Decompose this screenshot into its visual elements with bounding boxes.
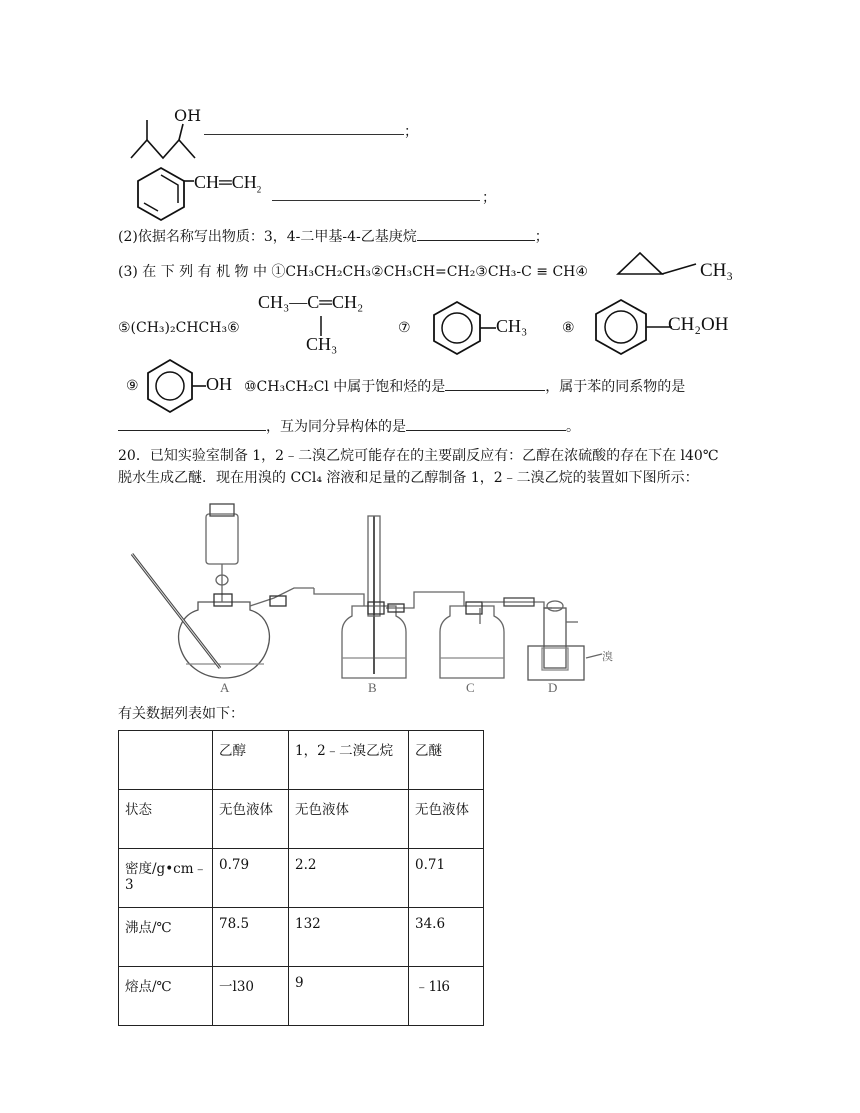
apparatus-label-b: B [368, 680, 377, 694]
apparatus-label-c: C [466, 680, 475, 694]
data-table [118, 730, 484, 1026]
table-cell: 132 [289, 908, 409, 967]
benzyl-alcohol-ring [586, 296, 672, 358]
question-3-line3: ⑩CH₃CH₂Cl 中属于饱和烃的是 ，属于苯的同系物的是 [244, 376, 685, 397]
structure-skeletal-alcohol [125, 104, 215, 164]
answer-blank-benzene-homolog[interactable] [118, 416, 266, 431]
table-header-row [119, 731, 484, 790]
table-cell: 无色液体 [289, 790, 409, 849]
table-intro: 有关数据列表如下： [118, 706, 244, 722]
isobutene-bottom: CH₃ [306, 334, 338, 354]
table-row [119, 790, 484, 849]
table-row [119, 849, 484, 908]
table-cell: 0.79 [213, 849, 289, 908]
table-cell [119, 731, 213, 790]
table-cell: 0.71 [409, 849, 484, 908]
table-cell: 乙醚 [409, 731, 484, 790]
table-cell: 无色液体 [409, 790, 484, 849]
apparatus-label-a: A [220, 680, 230, 694]
table-cell: 密度/g•cm﹣3 [119, 849, 213, 908]
table-cell: 34.6 [409, 908, 484, 967]
table-cell: 沸点/℃ [119, 908, 213, 967]
semicolon: ； [482, 190, 496, 206]
table-cell: ﹣1l6 [409, 967, 484, 1026]
phenol-oh: OH [206, 374, 232, 394]
phenol-ring [140, 356, 206, 416]
question-20-line2: 脱水生成乙醚．现在用溴的 CCl₄ 溶液和足量的乙醇制备 1，2﹣二溴乙烷的装置如下图所示： [118, 470, 699, 486]
apparatus-side-label: 溴 [602, 651, 613, 663]
vinyl-label: $CH═CH_2$ [194, 172, 262, 195]
table-row [119, 908, 484, 967]
answer-blank-saturated[interactable] [445, 376, 545, 391]
question-20-line1: 20．已知实验室制备 1，2﹣二溴乙烷可能存在的主要副反应有：乙醇在浓硫酸的存在下在 l40℃ [118, 448, 719, 464]
question-3-line1: (3) 在 下 列 有 机 物 中 ①CH₃CH₂CH₃②CH₃CH=CH₂③CH₃-C ≡ CH④ [118, 264, 588, 280]
question-2: (2)依据名称写出物质：3，4-二甲基-4-乙基庚烷 ； [118, 226, 549, 247]
item7-number: ⑦ [398, 320, 411, 336]
apparatus-diagram [124, 498, 616, 694]
answer-blank-3[interactable] [417, 226, 535, 241]
item8-number: ⑧ [562, 320, 575, 336]
table-cell: 9 [289, 967, 409, 1026]
table-cell: 无色液体 [213, 790, 289, 849]
cyclopropane-structure [610, 250, 702, 280]
toluene-methyl: CH₃ [496, 316, 528, 336]
question-3-line4: ，互为同分异构体的是 。 [118, 416, 580, 437]
item9-number: ⑨ [126, 378, 139, 394]
table-cell: 一l30 [213, 967, 289, 1026]
oh-label: OH [174, 106, 202, 125]
benzyl-ch2oh: CH₂OH [668, 314, 729, 335]
table-cell: 熔点/℃ [119, 967, 213, 1026]
table-row [119, 967, 484, 1026]
table-cell: 2.2 [289, 849, 409, 908]
table-cell: 1，2﹣二溴乙烷 [289, 731, 409, 790]
answer-blank-2[interactable] [272, 186, 480, 201]
item4-methyl: CH₃ [700, 260, 734, 281]
answer-blank-isomers[interactable] [406, 416, 566, 431]
benzene-ring-styrene [128, 164, 194, 224]
item5-text: ⑤(CH₃)₂CHCH₃⑥ [118, 320, 240, 336]
table-cell: 状态 [119, 790, 213, 849]
semicolon: ； [404, 124, 418, 140]
isobutene-top: CH₃—C═CH₂ [258, 292, 364, 312]
table-cell: 78.5 [213, 908, 289, 967]
table-cell: 乙醇 [213, 731, 289, 790]
toluene-ring [424, 298, 496, 358]
apparatus-label-d: D [548, 680, 558, 694]
answer-blank-1[interactable] [204, 120, 404, 135]
